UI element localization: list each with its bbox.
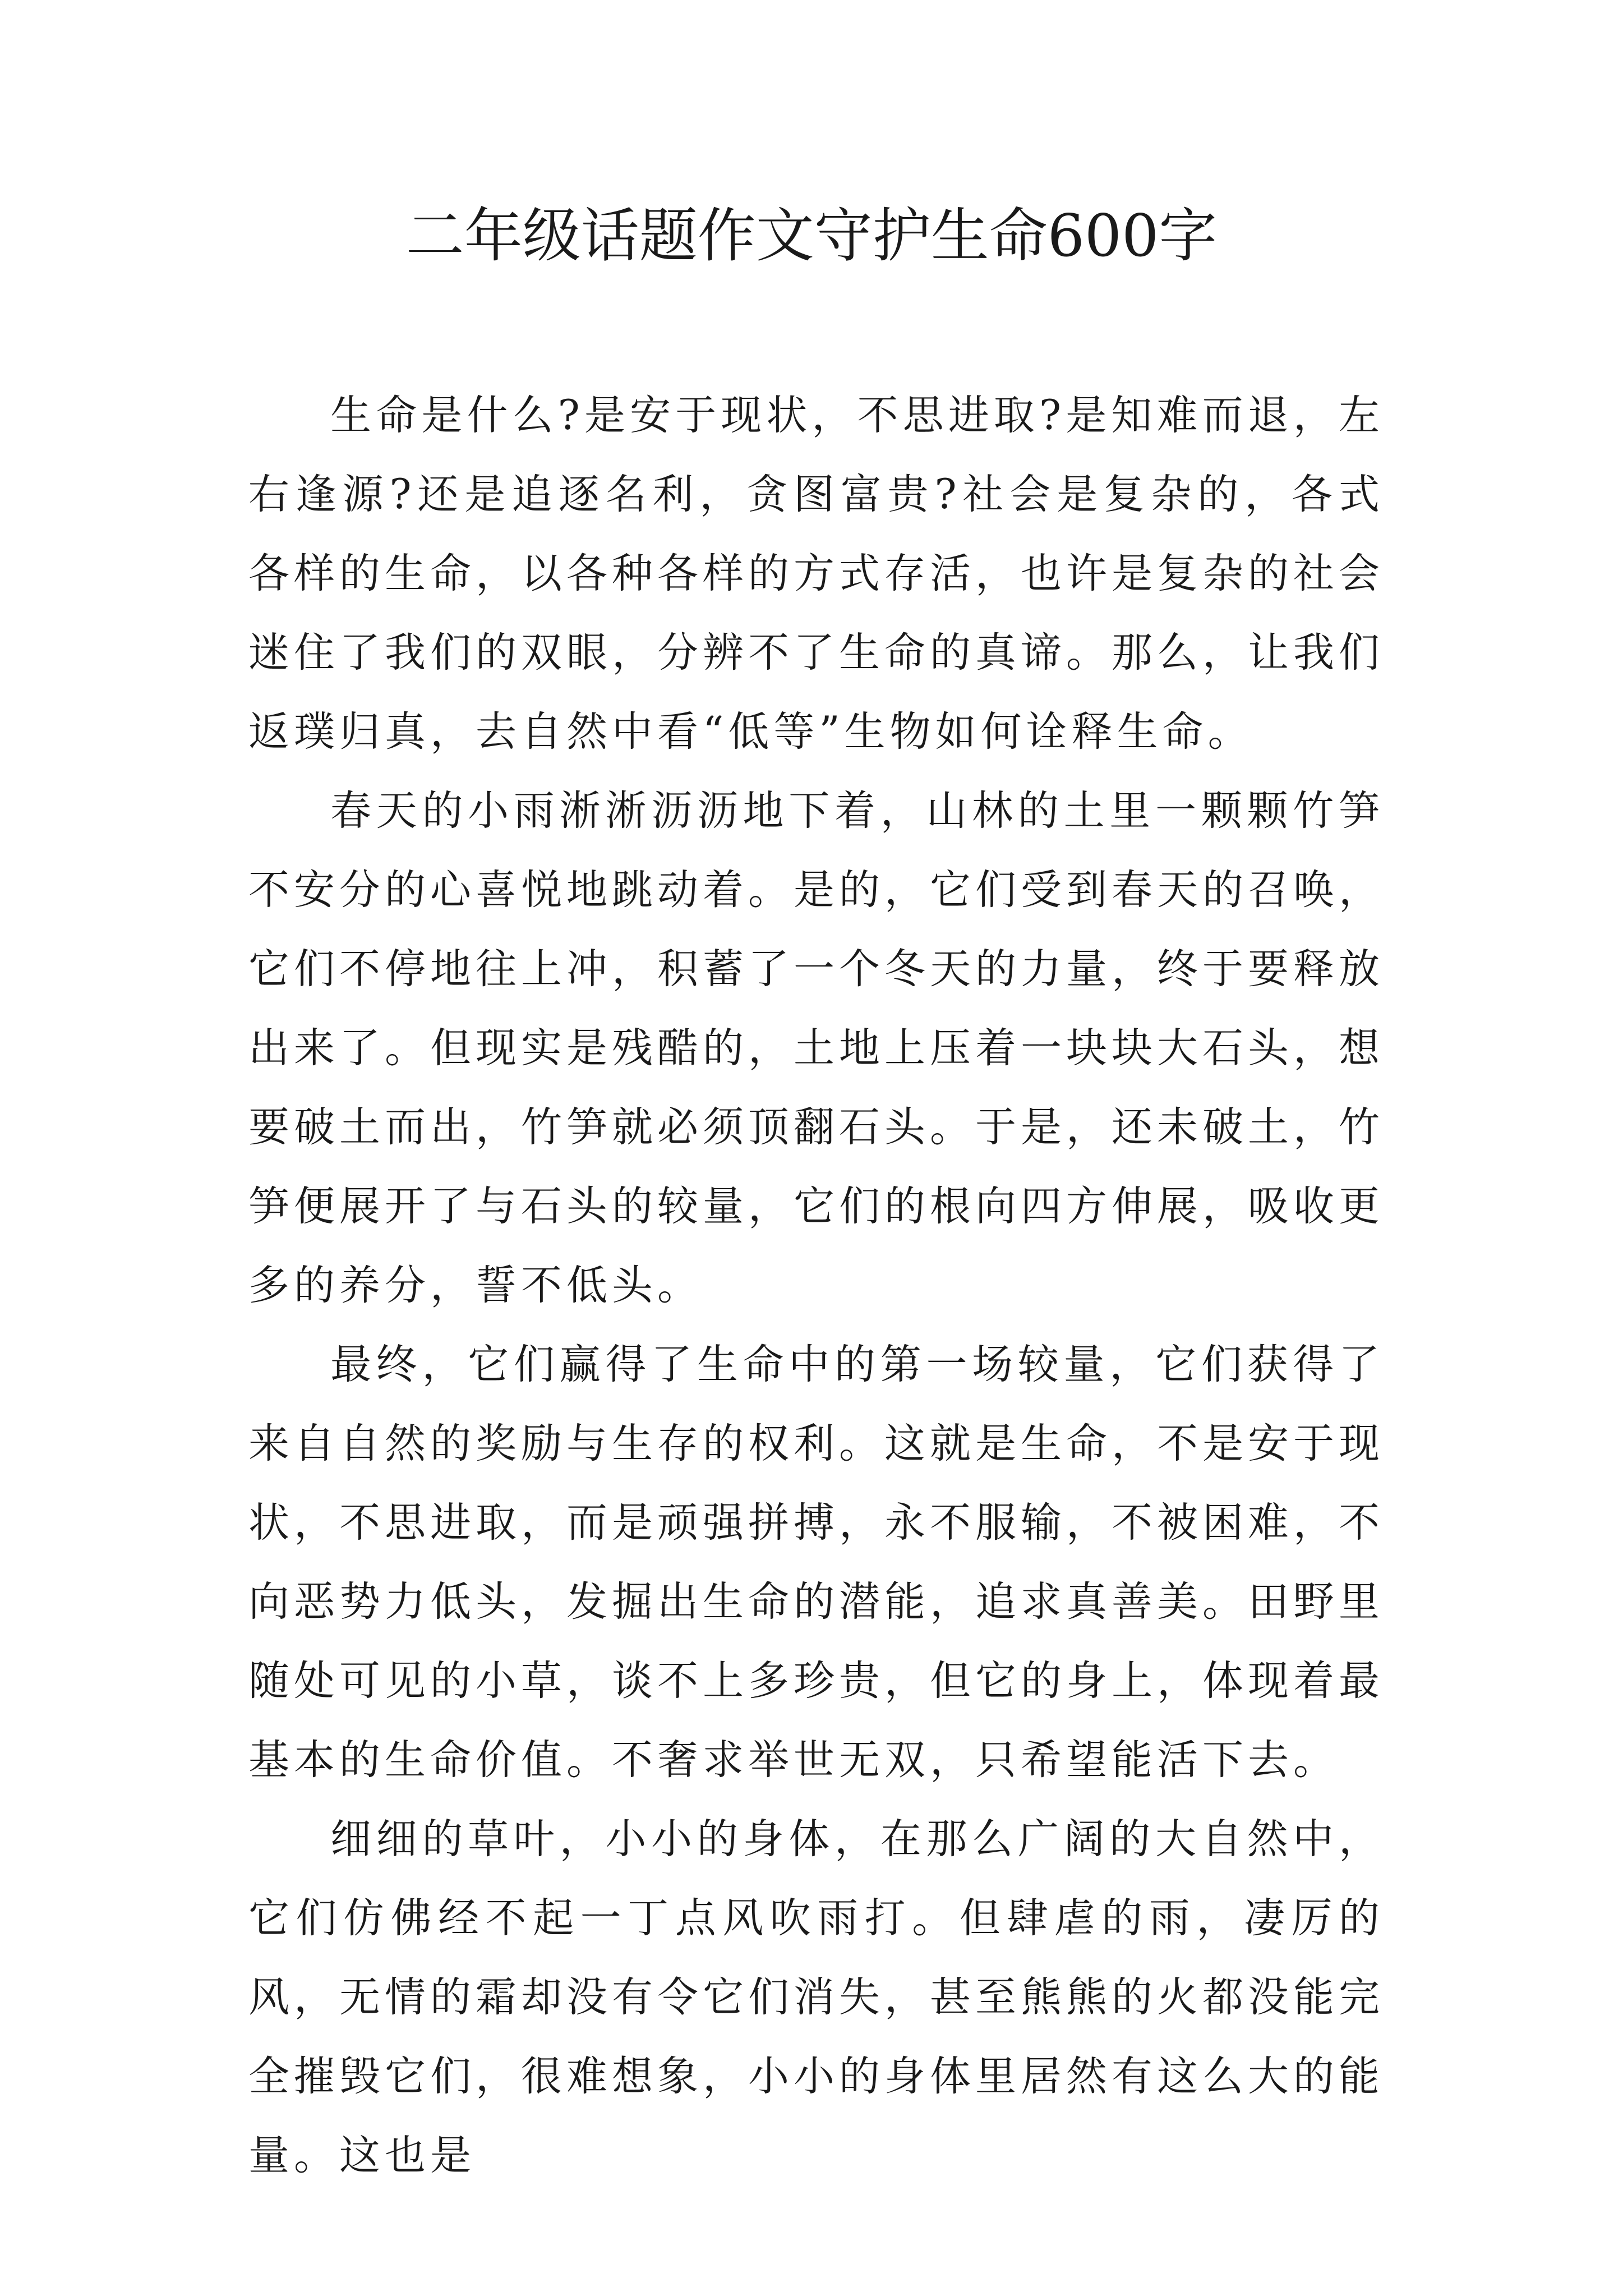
document-title: 二年级话题作文守护生命600字	[405, 201, 1218, 270]
paragraph: 最终，它们赢得了生命中的第一场较量，它们获得了来自自然的奖励与生存的权利。这就是生命，不是安于现状，不思进取，而是顽强拼搏，永不服输，不被困难，不向恶势力低头，发掘出生命的潜能，追求真善美。田野里随处可见的小草，谈不上多珍贵，但它的身上，体现着最基本的生命价值。不奢求举世无双，只希望能活下去。	[248, 1341, 1384, 1784]
paragraph: 细细的草叶，小小的身体，在那么广阔的大自然中，它们仿佛经不起一丁点风吹雨打。但肆虐的雨，凄厉的风，无情的霜却没有令它们消失，甚至熊熊的火都没能完全摧毁它们，很难想象，小小的身体里居然有这么大的能量。这也是	[248, 1815, 1384, 2179]
paragraph: 春天的小雨淅淅沥沥地下着，山林的土里一颗颗竹笋不安分的心喜悦地跳动着。是的，它们受到春天的召唤，它们不停地往上冲，积蓄了一个冬天的力量，终于要释放出来了。但现实是残酷的，土地上压着一块块大石头，想要破土而出，竹笋就必须顶翻石头。于是，还未破土，竹笋便展开了与石头的较量，它们的根向四方伸展，吸收更多的养分，誓不低头。	[248, 787, 1384, 1309]
document-body	[248, 376, 1384, 2195]
paragraph: 生命是什么?是安于现状，不思进取?是知难而退，左右逢源?还是追逐名利，贪图富贵?社会是复杂的，各式各样的生命，以各种各样的方式存活，也许是复杂的社会迷住了我们的双眼，分辨不了生命的真谛。那么，让我们返璞归真，去自然中看“低等”生物如何诠释生命。	[248, 392, 1384, 756]
